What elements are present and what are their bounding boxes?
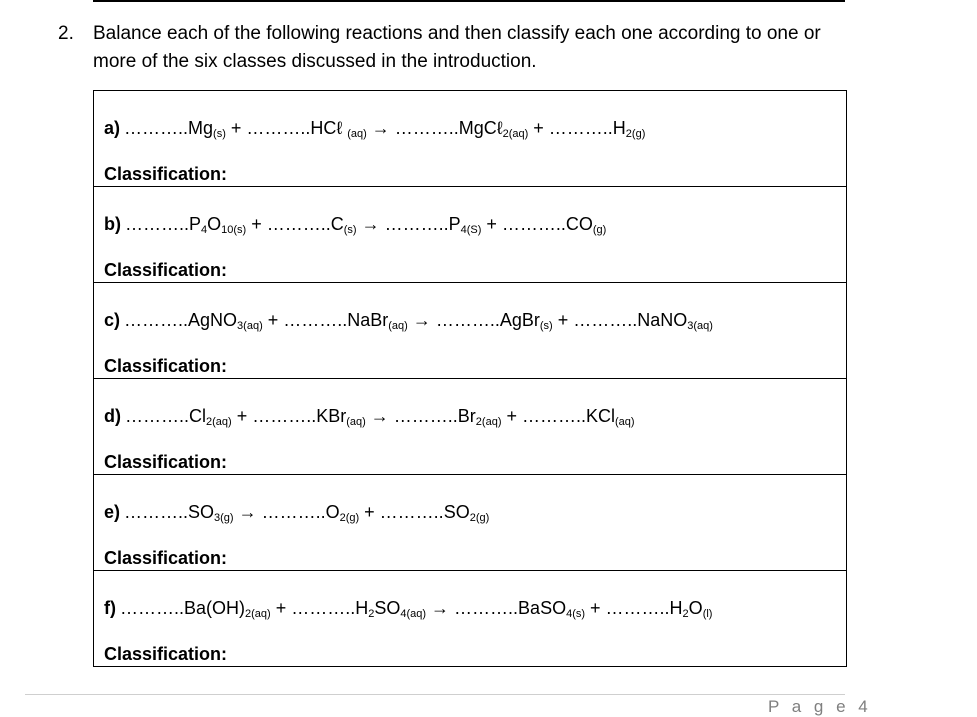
equation-subscript: (s)	[213, 128, 226, 140]
equation-term: ………..Ba(OH)	[120, 598, 246, 618]
equation-term: SO	[374, 598, 401, 618]
reaction-label: c)	[104, 310, 121, 330]
top-rule	[93, 0, 845, 2]
reactions-table	[93, 90, 847, 667]
equation-term: → ………..P	[356, 214, 461, 234]
classification-label: Classification:	[104, 260, 228, 280]
equation-term: + ………..C	[246, 214, 344, 234]
reaction-row	[94, 379, 847, 475]
equation-subscript: 2	[682, 608, 689, 620]
equation-subscript: (aq)	[388, 320, 408, 332]
equation-subscript: (aq)	[346, 416, 366, 428]
reaction-equation	[104, 309, 836, 331]
reaction-label: f)	[104, 598, 116, 618]
equation-term: + ………..NaBr	[262, 310, 389, 330]
equation-term: → ………..O	[233, 502, 340, 522]
equation-subscript: 4	[201, 224, 208, 236]
equation-term: + ………..KCl	[501, 406, 616, 426]
reaction-cell	[94, 571, 847, 667]
equation-term: ………..AgNO	[124, 310, 238, 330]
classification-label: Classification:	[104, 356, 228, 376]
equation-term: → ………..Br	[365, 406, 476, 426]
equation-term: ………..Cl	[125, 406, 206, 426]
equation-subscript: 3(aq)	[687, 320, 713, 332]
equation-subscript: 2(aq)	[206, 416, 232, 428]
equation-subscript: 2(g)	[339, 512, 360, 524]
equation-term: ………..SO	[124, 502, 215, 522]
equation-subscript: (g)	[592, 224, 607, 236]
equation-term: O	[688, 598, 703, 618]
equation-subscript: (aq)	[615, 416, 635, 428]
equation-subscript: 2(g)	[469, 512, 490, 524]
equation-subscript: 4(aq)	[400, 608, 427, 620]
question-number: 2.	[58, 23, 74, 44]
reaction-equation	[104, 597, 836, 619]
equation-term: O	[207, 214, 222, 234]
equation-subscript: 2(aq)	[475, 416, 502, 428]
reaction-row	[94, 571, 847, 667]
equation-subscript: 2(aq)	[502, 128, 529, 140]
equation-term: → ………..MgCℓ	[366, 118, 503, 138]
reaction-cell	[94, 187, 847, 283]
equation-term: + ………..KBr	[231, 406, 347, 426]
page-number: P a g e 4	[768, 697, 872, 716]
equation-term: + ………..H	[270, 598, 369, 618]
reaction-equation	[104, 213, 836, 235]
equation-term: ………..P	[125, 214, 202, 234]
equation-subscript: 10(s)	[221, 224, 247, 236]
classification-label: Classification:	[104, 164, 228, 184]
equation-term: + ………..SO	[359, 502, 470, 522]
equation-term: + ………..CO	[481, 214, 593, 234]
equation-subscript: 4(s)	[566, 608, 586, 620]
equation-term: + ………..H	[585, 598, 683, 618]
reaction-equation	[104, 117, 836, 139]
reaction-cell	[94, 475, 847, 571]
equation-term: ………..Mg	[124, 118, 214, 138]
reaction-equation	[104, 501, 836, 523]
equation-term: → ………..BaSO	[426, 598, 567, 618]
classification-label: Classification:	[104, 548, 228, 568]
equation-subscript: 3(aq)	[237, 320, 263, 332]
equation-term: → ………..AgBr	[407, 310, 540, 330]
equation-subscript: (s)	[343, 224, 357, 236]
equation-term: + ………..HCℓ	[225, 118, 348, 138]
equation-term: + ………..NaNO	[552, 310, 688, 330]
equation-subscript: (s)	[539, 320, 553, 332]
equation-subscript: 3(g)	[214, 512, 234, 524]
equation-subscript: 2(g)	[625, 128, 646, 140]
equation-subscript: 4(S)	[460, 224, 482, 236]
classification-label: Classification:	[104, 452, 228, 472]
footer-rule	[25, 694, 845, 695]
reaction-cell	[94, 283, 847, 379]
equation-subscript: 2	[368, 608, 375, 620]
classification-label: Classification:	[104, 644, 228, 664]
equation-term: + ………..H	[528, 118, 626, 138]
reaction-cell	[94, 91, 847, 187]
reaction-row	[94, 187, 847, 283]
reaction-label: d)	[104, 406, 121, 426]
equation-subscript: (aq)	[347, 128, 367, 140]
reaction-row	[94, 475, 847, 571]
equation-subscript: (l)	[702, 608, 713, 620]
question-text: Balance each of the following reactions and then classify each one according to one or more of the six classes discussed in the introduction.	[93, 23, 821, 72]
reaction-row	[94, 91, 847, 187]
reaction-equation	[104, 405, 836, 427]
reaction-label: e)	[104, 502, 121, 522]
reaction-row	[94, 283, 847, 379]
reaction-label: b)	[104, 214, 121, 234]
equation-subscript: 2(aq)	[245, 608, 271, 620]
reaction-label: a)	[104, 118, 121, 138]
reaction-cell	[94, 379, 847, 475]
